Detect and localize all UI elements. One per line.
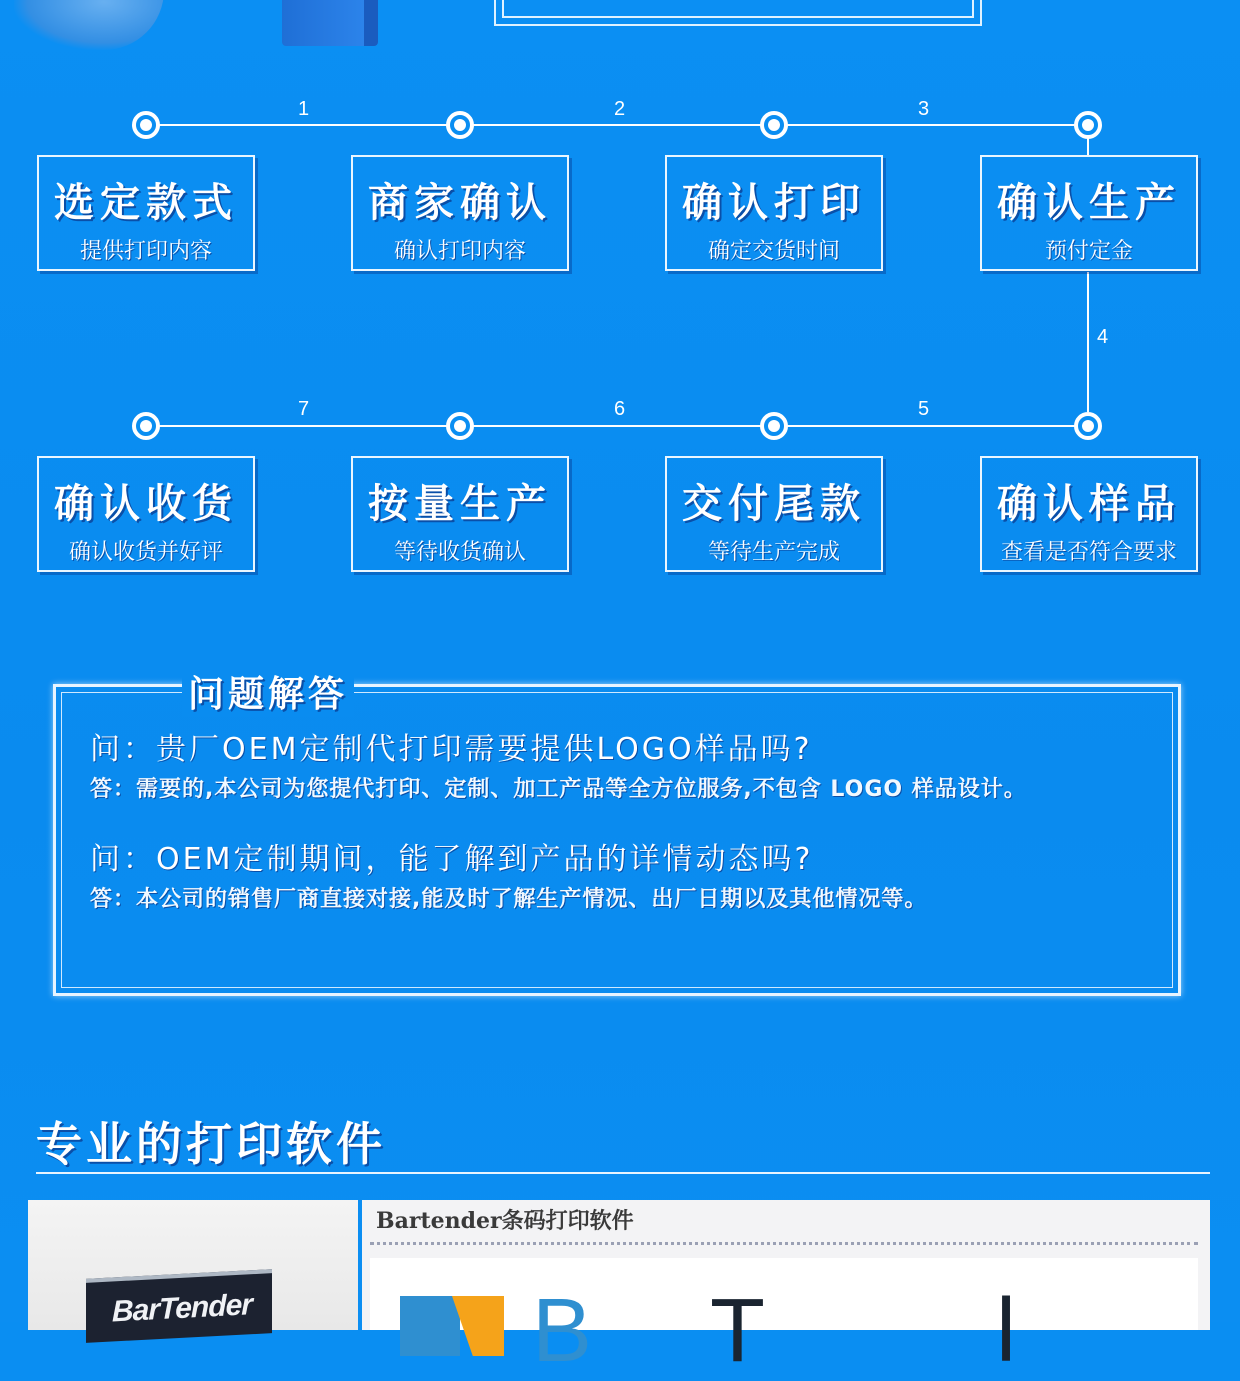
faq-answer: 答：本公司的销售厂商直接对接,能及时了解生产情况、出厂日期以及其他情况等。 bbox=[90, 887, 928, 912]
step-card-merchant-confirm bbox=[351, 155, 569, 271]
step-number: 6 bbox=[614, 398, 626, 420]
step-subtitle: 确定交货时间 bbox=[707, 239, 840, 264]
software-box-image bbox=[86, 1269, 272, 1343]
flow-line-top bbox=[146, 124, 1088, 126]
step-subtitle: 确认打印内容 bbox=[393, 239, 526, 264]
step-card-select-style bbox=[37, 155, 255, 271]
faq-answer: 答：需要的,本公司为您提代打印、定制、加工产品等全方位服务,不包含 LOGO 样品设计。 bbox=[90, 777, 1027, 802]
dotted-divider bbox=[370, 1242, 1198, 1245]
step-subtitle: 等待生产完成 bbox=[707, 540, 840, 565]
flow-connector bbox=[1087, 138, 1089, 156]
decorative-figure bbox=[14, 0, 164, 50]
flow-node bbox=[132, 412, 160, 440]
step-title: 选定款式 bbox=[54, 180, 238, 226]
step-number: 5 bbox=[918, 398, 930, 420]
flow-line-right bbox=[1087, 272, 1089, 412]
flow-node bbox=[446, 111, 474, 139]
step-title: 按量生产 bbox=[368, 481, 552, 527]
step-subtitle: 查看是否符合要求 bbox=[1000, 540, 1177, 565]
faq-question: 问：贵厂OEM定制代打印需要提供LOGO样品吗? bbox=[90, 732, 813, 767]
step-subtitle: 提供打印内容 bbox=[79, 239, 212, 264]
top-frame bbox=[494, 0, 982, 26]
step-title: 确认收货 bbox=[54, 481, 238, 527]
flow-node bbox=[1074, 111, 1102, 139]
product-image-panel bbox=[28, 1200, 358, 1330]
step-subtitle: 预付定金 bbox=[1044, 239, 1133, 264]
product-info-panel bbox=[362, 1200, 1210, 1381]
flow-node bbox=[132, 111, 160, 139]
step-card-confirm-sample bbox=[980, 456, 1198, 572]
software-box-label: BarTender bbox=[112, 1288, 252, 1329]
step-card-confirm-receipt bbox=[37, 456, 255, 572]
step-title: 确认打印 bbox=[682, 180, 866, 226]
bartender-logo-mark-icon bbox=[400, 1296, 504, 1336]
step-number: 4 bbox=[1097, 326, 1109, 348]
step-number: 3 bbox=[918, 98, 930, 120]
section-divider bbox=[36, 1172, 1210, 1174]
section-title: 专业的打印软件 bbox=[36, 1117, 386, 1171]
step-subtitle: 等待收货确认 bbox=[393, 540, 526, 565]
step-number: 1 bbox=[298, 98, 310, 120]
step-card-mass-production bbox=[351, 456, 569, 572]
logo-letter: T bbox=[710, 1281, 765, 1381]
step-number: 7 bbox=[298, 398, 310, 420]
bartender-logo bbox=[370, 1258, 1198, 1381]
step-card-confirm-production bbox=[980, 155, 1198, 271]
step-card-confirm-print bbox=[665, 155, 883, 271]
logo-letter: B bbox=[532, 1281, 593, 1381]
faq-question: 问：OEM定制期间，能了解到产品的详情动态吗? bbox=[90, 842, 814, 877]
logo-letter: l bbox=[996, 1281, 1016, 1381]
step-title: 确认生产 bbox=[997, 180, 1181, 226]
step-card-final-payment bbox=[665, 456, 883, 572]
flow-node bbox=[1074, 412, 1102, 440]
step-subtitle: 确认收货并好评 bbox=[68, 540, 223, 565]
step-title: 交付尾款 bbox=[682, 481, 866, 527]
step-title: 确认样品 bbox=[997, 481, 1181, 527]
flow-line-bottom bbox=[146, 425, 1088, 427]
flow-node bbox=[446, 412, 474, 440]
flow-node bbox=[760, 412, 788, 440]
step-number: 2 bbox=[614, 98, 626, 120]
product-title[interactable]: Bartender条码打印软件 bbox=[376, 1208, 634, 1234]
decorative-box bbox=[282, 0, 378, 46]
flow-node bbox=[760, 111, 788, 139]
faq-title: 问题解答 bbox=[182, 666, 354, 717]
step-title: 商家确认 bbox=[368, 180, 552, 226]
